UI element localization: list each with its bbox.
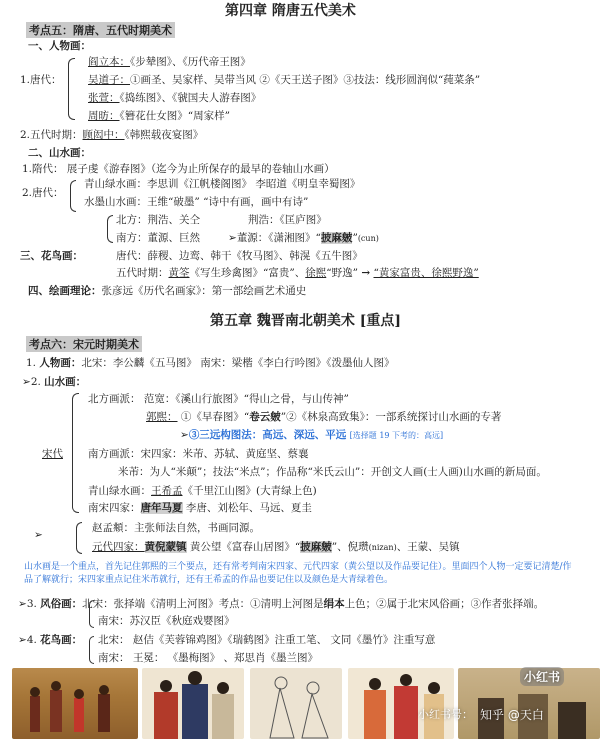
wudai-landscape-brace (107, 215, 113, 243)
keypoint6-heading: 考点六：宋元时期美术 (26, 336, 142, 352)
chapter4-title: 第四章 隋唐五代美术 (225, 3, 356, 19)
xiaohongshu-logo: 小红书 (520, 667, 564, 686)
mifu-line: 米芾：为人“米颠”；技法“米点”；作品称“米氏云山”：开创文人画(士人画)山水画的新局面。 (118, 466, 547, 478)
nansong-four-line: 南宋四家：唐年马夏 李唐、刘松年、马远、夏圭 (88, 502, 312, 514)
qinglv-line: 青山绿水画：李思训《江帆楼阁图》 李昭道《明皇幸蜀图》 (84, 178, 361, 190)
zhou-fang-line: 周昉：《簪花仕女图》“周家样” (88, 110, 230, 122)
bird-painting-line: ➢4. 花鸟画： (18, 634, 83, 646)
yuan-four-line: 元代四家：黄倪蒙镇 黄公望《富春山居图》“披麻皴”、倪瓒(nizan)、王蒙、吴镇 (92, 541, 460, 553)
bird-wudai-line: 五代时期：黄筌《写生珍禽图》“富贵”、徐熙“野逸” → “黄家富贵、徐熙野逸” (116, 267, 479, 279)
bird-tang-line: 唐代：薛稷、边鸾、韩干《牧马图》、韩滉《五牛图》 (116, 250, 363, 262)
song-brace (72, 393, 79, 513)
painting-thumbnail-1 (12, 668, 138, 739)
chapter5-title: 第五章 魏晋南北朝美术 [重点] (210, 313, 401, 329)
yuan-brace (76, 522, 82, 554)
yan-liben-line: 阎立本：《步辇图》、《历代帝王图》 (88, 56, 251, 68)
bird-section-line: 三、花鸟画： (20, 250, 83, 262)
tang-brace (68, 58, 75, 120)
landscape-line: ➢2. 山水画： (22, 376, 87, 388)
jinghao-work: 荆浩：《匡庐图》 (248, 214, 327, 226)
genre-painting-line: ➢3. 风俗画：北宋：张择端《清明上河图》考点：①清明上河图是绢本上色；②属于北宋风俗画；③作者张择端。 (18, 598, 545, 610)
sui-line: 1.隋代： 展子虔《游春图》（迄今为止所保存的最早的卷轴山水画） (22, 163, 335, 175)
genre-nansong-line: 南宋：苏汉臣《秋庭戏婴图》 (98, 615, 235, 627)
tang-landscape-brace (70, 180, 76, 212)
tang-landscape-label: 2.唐代： (22, 187, 64, 199)
zhang-xuan-line: 张萱：《捣练图》、《虢国夫人游春图》 (88, 92, 262, 104)
watermark-account-label: 小红书号： (418, 708, 473, 721)
shuimo-line: 水墨山水画：王维“破墨” “诗中有画，画中有诗” (84, 196, 309, 208)
sketch-figure-icon (250, 668, 342, 739)
bird-brace (89, 636, 94, 664)
wu-daozi-line: 吴道子：①画圣、吴家样、吴带当风 ②《天王送子图》③技法：线形圆润似“莼菜条” (88, 74, 481, 86)
watermark-zhihu: 知乎 @天白 (480, 708, 544, 722)
figure-painting-line: 1. 人物画：北宋：李公麟《五马图》 南宋：梁楷《李白行吟图》《泼墨仙人图》 (26, 357, 395, 369)
theory-line: 四、绘画理论：张彦远《历代名画家》：第一部绘画艺术通史 (28, 285, 307, 297)
south-school-line: 南方画派：宋四家：米芾、苏轼、黄庭坚、蔡襄 (88, 448, 309, 460)
north-painters: 北方：荆浩、关仝 (116, 214, 200, 226)
north-school-line: 北方画派： 范宽：《溪山行旅图》“得山之骨，与山传神” (88, 393, 349, 405)
zhao-line: 赵孟頫：主张师法自然，书画同源。 (92, 522, 260, 534)
tang-label: 1.唐代： (20, 74, 62, 86)
yuan-arrow: ➢ (34, 529, 43, 541)
dongyuan-work: ➢董源：《潇湘图》“披麻皴”(cun) (228, 232, 379, 244)
wudai-line: 2.五代时期：顾闳中：《韩熙载夜宴图》 (20, 129, 204, 141)
emperor-figures-icon (142, 668, 244, 739)
painting-thumbnail-2 (142, 668, 244, 739)
three-distances-line: ➢③三远构图法：高远、深远、平远 [选择题 19 下考的：高远] (180, 429, 444, 441)
south-painters: 南方：董源、巨然 (116, 232, 200, 244)
figure-group-icon (12, 668, 138, 739)
keypoint5-heading: 考点五：隋唐、五代时期美术 (26, 22, 175, 38)
section-landscape: 二、山水画： (28, 147, 91, 159)
genre-brace (89, 600, 94, 628)
painting-thumbnail-4 (348, 668, 454, 739)
landscape-study-note: 山水画是一个重点，首先记住郭熙的三个要点，还有常考判南宋四家、元代四家（黄公望以及作品要记住）。里面四个人物一定要记清楚/作品了解就行；宋四家重点记住米芾就行，还有王希孟的作品也要记住以及颜色是大青绿着色。 (24, 562, 572, 585)
court-ladies-icon (348, 668, 454, 739)
song-dynasty-label: 宋代 (42, 448, 63, 460)
guoxi-line: 郭熙： ①《早春图》“卷云皴”②《林泉高致集》：一部系统探讨山水画的专著 (146, 411, 502, 423)
painting-thumbnail-3 (250, 668, 342, 739)
qinglv-song-line: 青山绿水画：王希孟《千里江山图》(大青绿上色) (88, 485, 317, 497)
bird-beisong-line: 北宋： 赵佶《芙蓉锦鸡图》《瑞鹤图》注重工笔、 文同《墨竹》注重写意 (98, 634, 436, 646)
section-figure-painting: 一、人物画： (28, 40, 91, 52)
bird-nansong-line: 南宋： 王冕： 《墨梅图》 、郑思肖《墨兰图》 (98, 652, 319, 664)
